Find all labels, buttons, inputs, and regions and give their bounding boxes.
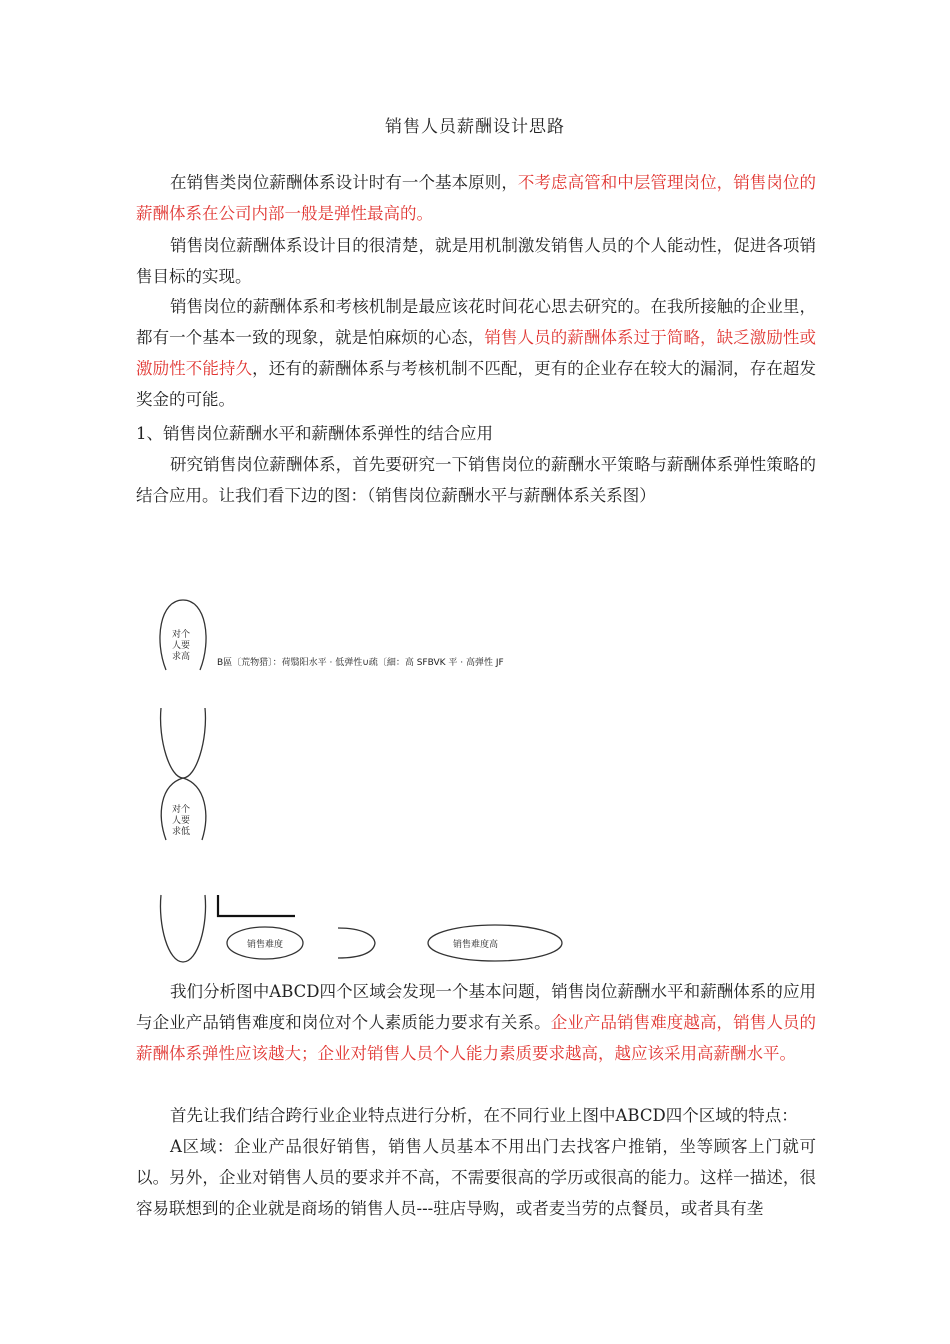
paragraph-principle bbox=[136, 167, 816, 229]
oval-bottom-right-label: 销售难度高 bbox=[453, 940, 499, 950]
oval-bottom-arc bbox=[160, 895, 205, 962]
paragraph-purpose: 销售岗位薪酬体系设计目的很清楚，就是用机制激发销售人员的个人能动性，促进各项销售目标的实现。 bbox=[136, 236, 816, 286]
analysis-highlight: 企业产品销售难度越高，销售人员的薪酬体系弹性应该越大；企业对销售人员个人能力素质要求越高，越应该采用高薪酬水平。 bbox=[136, 1013, 817, 1063]
axis-corner bbox=[218, 895, 295, 916]
oval-mid-label: 对个人要求低 bbox=[172, 805, 191, 837]
principle-highlight: 不考虑高管和中层管理岗位，销售岗位的薪酬体系在公司内部一般是弹性最高的。 bbox=[136, 173, 817, 223]
figure-drawing bbox=[150, 590, 580, 975]
paragraph-industry: 首先让我们结合跨行业企业特点进行分析，在不同行业上图中ABCD四个区域的特点： bbox=[170, 1106, 798, 1125]
oval-top-label: 对个人要求高 bbox=[172, 630, 191, 662]
paragraph-analysis bbox=[136, 976, 816, 1069]
paragraph-intro-figure: 研究销售岗位薪酬体系，首先要研究一下销售岗位的薪酬水平策略与薪酬体系弹性策略的结合应用。让我们看下边的图：（销售岗位薪酬水平与薪酬体系关系图） bbox=[136, 455, 816, 505]
document-title: 销售人员薪酬设计思路 bbox=[385, 117, 565, 137]
paragraph-problem bbox=[136, 291, 816, 415]
principle-text: 在销售类岗位薪酬体系设计时有一个基本原则， bbox=[170, 173, 518, 192]
problem-highlight: 销售人员的薪酬体系过于简略，缺乏激励性或激励性不能持久 bbox=[136, 328, 817, 378]
relationship-figure bbox=[150, 590, 580, 975]
oval-bottom-left-tail bbox=[338, 928, 375, 958]
paragraph-region-a: A区域：企业产品很好销售，销售人员基本不用出门去找客户推销，坐等顾客上门就可以。另外，企业对销售人员的要求并不高，不需要很高的学历或很高的能力。这样一描述，很容易联想到的企业就是商场的销售人员---驻店导购，或者麦当劳的点餐员，或者具有垄 bbox=[136, 1137, 816, 1218]
analysis-text: 我们分析图中ABCD四个区域会发现一个基本问题，销售岗位薪酬水平和薪酬体系的应用与企业产品销售难度和岗位对个人素质能力要求有关系。 bbox=[136, 982, 816, 1032]
oval-top-lower-arc bbox=[161, 708, 206, 778]
region-note: B區〔荒物猎〕：荷翳阳水平 · 低弹性∪疏〔細：高 SFBVK 平 · 高弹性 JF bbox=[217, 658, 504, 668]
oval-bottom-left-label: 销售难度 bbox=[247, 940, 284, 950]
problem-text-1: 销售岗位的薪酬体系和考核机制是最应该花时间花心思去研究的。在我所接触的企业里，都有一个基本一致的现象，就是怕麻烦的心态， bbox=[136, 297, 816, 347]
problem-text-2: ，还有的薪酬体系与考核机制不匹配，更有的企业存在较大的漏洞，存在超发奖金的可能。 bbox=[136, 359, 817, 409]
section-heading-1: 1、销售岗位薪酬水平和薪酬体系弹性的结合应用 bbox=[136, 424, 493, 443]
